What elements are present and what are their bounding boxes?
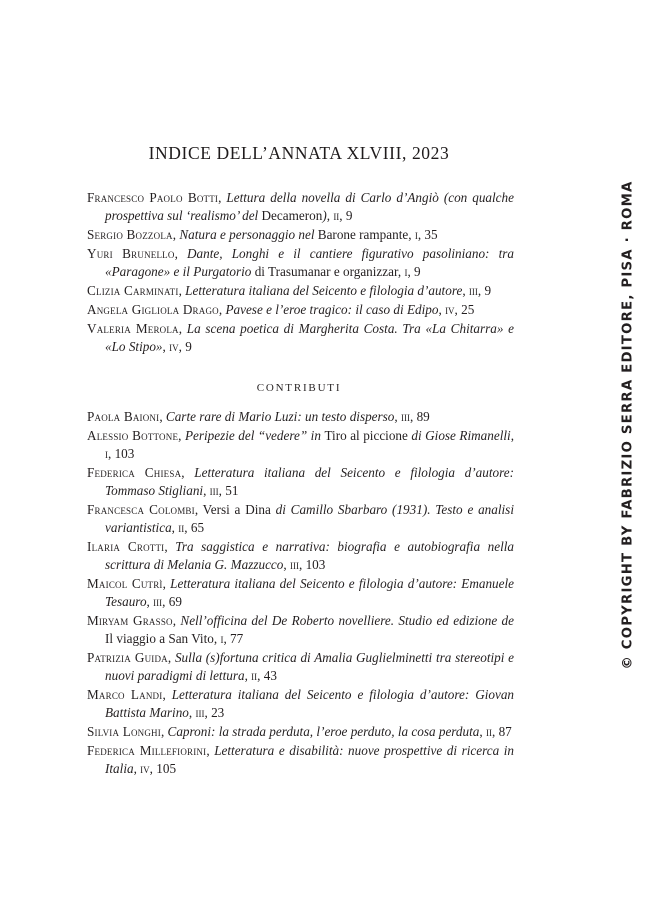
entry-author: Maicol Cutrì <box>87 576 163 591</box>
entry-ref: iii, 89 <box>401 409 430 424</box>
index-entry: Marco Landi, Letteratura italiana del Seicento e filologia d’autore: Giovan Battista Marino, iii, 23 <box>87 687 515 720</box>
entry-author: Silvia Longhi <box>87 724 161 739</box>
index-entry: Miryam Grasso, Nell’officina del De Roberto novelliere. Studio ed edizione de Il viaggio a San Vito, i, 77 <box>87 613 515 646</box>
entry-title <box>185 283 462 298</box>
entry-author: Marco Landi <box>87 687 163 702</box>
entry-author: Federica Chiesa <box>87 465 182 480</box>
entry-ref: i, 77 <box>220 631 244 646</box>
entry-title-italic: Letteratura italiana del Seicento e filologia d’autore: Tommaso Stigliani <box>105 465 514 498</box>
index-entry: Angela Gigliola Drago, Pavese e l’eroe tragico: il caso di Edipo, iv, 25 <box>87 302 475 317</box>
entry-title-italic: Caproni: la strada perduta, l’eroe perduto, la cosa perduta <box>167 724 480 739</box>
entry-ref: ii, 87 <box>485 724 512 739</box>
entry-ref: iii, 23 <box>195 705 225 720</box>
entry-title-italic: Natura e personaggio nel <box>179 227 318 242</box>
entry-ref: iv, 105 <box>140 761 177 776</box>
index-entry: Paola Baioni, Carte rare di Mario Luzi: un testo disperso, iii, 89 <box>87 409 430 424</box>
entry-author: Yuri Brunello <box>87 246 175 261</box>
entry-title <box>179 227 408 242</box>
index-entry: Federica Millefiorini, Letteratura e disabilità: nuove prospettive di ricerca in Italia, iv, 105 <box>87 743 515 776</box>
entry-ref: ii, 43 <box>251 668 277 683</box>
entry-title-italic: Dante, Longhi e il cantiere figurativo pasoliniano: tra «Paragone» e il Purgatorio <box>105 246 514 279</box>
entry-title-italic: ) <box>322 208 327 223</box>
entry-title <box>166 409 394 424</box>
entry-author: Clizia Carminati <box>87 283 179 298</box>
index-entry: Ilaria Crotti, Tra saggistica e narrativa: biografia e autobiografia nella scrittura di Melania G. Mazzucco, iii, 103 <box>87 539 515 572</box>
index-list-contributi <box>87 408 514 779</box>
entry-ref: i, 9 <box>404 264 421 279</box>
index-entry: Patrizia Guida, Sulla (s)fortuna critica di Amalia Guglielminetti tra stereotipi e nuovi paradigmi di lettura, ii, 43 <box>87 650 514 683</box>
entry-title <box>185 428 511 443</box>
entry-title-roman: Barone rampante <box>317 227 409 242</box>
entry-author: Angela Gigliola Drago <box>87 302 219 317</box>
index-entry: Alessio Bottone, Peripezie del “vedere” in Tiro al piccione di Giose Rimanelli, i, 103 <box>87 428 514 461</box>
entry-title-roman: Il viaggio a San Vito <box>105 631 214 646</box>
entry-ref: i, 35 <box>414 227 438 242</box>
index-entry: Francesco Paolo Botti, Lettura della novella di Carlo d’Angiò (con qualche prospettiva sul ‘realismo’ del Decameron), ii, 9 <box>87 190 514 223</box>
index-entry: Maicol Cutrì, Letteratura italiana del Seicento e filologia d’autore: Emanuele Tesauro, iii, 69 <box>87 576 515 609</box>
entry-author: Patrizia Guida <box>87 650 168 665</box>
page-title: INDICE DELL’ANNATA XLVIII, 2023 <box>148 143 450 163</box>
entry-title-roman: di Trasumanar e organizzar <box>254 264 398 279</box>
entry-title-italic: Pavese e l’eroe tragico: il caso di Edipo <box>225 302 439 317</box>
entry-title-roman: Versi a Dina <box>202 502 271 517</box>
entry-author: Paola Baioni <box>87 409 160 424</box>
entry-title-italic: Tra saggistica e narrativa: biografia e autobiografia nella scrittura di Melania G. Mazzucco <box>105 539 515 572</box>
entry-title-italic: Peripezie del “vedere” in <box>184 428 325 443</box>
entry-ref: iii, 51 <box>209 483 239 498</box>
entry-ref: i, 103 <box>105 446 135 461</box>
entry-author: Federica Millefiorini <box>87 743 207 758</box>
index-entry: Silvia Longhi, Caproni: la strada perduta, l’eroe perduto, la cosa perduta, ii, 87 <box>87 724 512 739</box>
entry-title <box>225 302 438 317</box>
entry-title-italic: Letteratura italiana del Seicento e filologia d’autore: Giovan Battista Marino <box>105 687 515 720</box>
entry-title-italic: Letteratura e disabilità: nuove prospettive di ricerca in Italia <box>105 743 515 776</box>
entry-author: Sergio Bozzola <box>87 227 173 242</box>
entry-title-roman: Decameron <box>261 208 323 223</box>
entry-author: Francesca Colombi <box>87 502 195 517</box>
index-list-main <box>87 189 514 357</box>
index-entry: Clizia Carminati, Letteratura italiana del Seicento e filologia d’autore, iii, 9 <box>87 283 492 298</box>
entry-title-italic: Nell’officina del De Roberto novelliere. Studio ed edizione de <box>180 613 515 628</box>
section-heading-contributi: CONTRIBUTI <box>256 382 342 394</box>
entry-author: Ilaria Crotti <box>87 539 165 554</box>
entry-author: Miryam Grasso <box>87 613 173 628</box>
index-entry: Valeria Merola, La scena poetica di Margherita Costa. Tra «La Chitarra» e «Lo Stipo», iv, 9 <box>87 321 515 354</box>
entry-title-italic: Letteratura italiana del Seicento e filologia d’autore: Emanuele Tesauro <box>105 576 515 609</box>
entry-title-italic: Sulla (s)fortuna critica di Amalia Guglielminetti tra stereotipi e nuovi paradigmi di lettura <box>105 650 514 683</box>
index-entry: Yuri Brunello, Dante, Longhi e il cantiere figurativo pasoliniano: tra «Paragone» e il Purgatorio di Trasumanar e organizzar, i, 9 <box>87 246 514 279</box>
index-entry: Federica Chiesa, Letteratura italiana del Seicento e filologia d’autore: Tommaso Stigliani, iii, 51 <box>87 465 514 498</box>
entry-title-italic: di Giose Rimanelli <box>407 428 511 443</box>
entry-ref: ii, 65 <box>178 520 205 535</box>
entry-title-italic: Carte rare di Mario Luzi: un testo disperso <box>165 409 395 424</box>
entry-ref: iii, 9 <box>468 283 492 298</box>
entry-author: Alessio Bottone <box>87 428 179 443</box>
entry-title-italic: La scena poetica di Margherita Costa. Tra «La Chitarra» e «Lo Stipo» <box>105 321 515 354</box>
entry-title-roman: Tiro al piccione <box>324 428 408 443</box>
copyright-text: © COPYRIGHT BY FABRIZIO SERRA EDITORE, PISA · ROMA <box>620 180 636 670</box>
index-entry: Francesca Colombi, Versi a Dina di Camillo Sbarbaro (1931). Testo e analisi variantistica, ii, 65 <box>87 502 514 535</box>
entry-ref: iii, 103 <box>289 557 326 572</box>
entry-author: Valeria Merola <box>87 321 179 336</box>
entry-ref: ii, 9 <box>333 208 353 223</box>
entry-author: Francesco Paolo Botti <box>87 190 219 205</box>
entry-ref: iii, 69 <box>153 594 182 609</box>
entry-ref: iv, 9 <box>169 339 192 354</box>
entry-title-italic: Letteratura italiana del Seicento e filologia d’autore <box>185 283 463 298</box>
entry-title <box>105 687 514 720</box>
entry-title <box>168 724 480 739</box>
entry-ref: iv, 25 <box>445 302 475 317</box>
index-entry: Sergio Bozzola, Natura e personaggio nel Barone rampante, i, 35 <box>87 227 438 242</box>
entry-title-italic: di Camillo Sbarbaro (1931). Testo e analisi variantistica <box>105 502 514 535</box>
entry-title-italic: Lettura della novella di Carlo d’Angiò (con qualche prospettiva sul ‘realismo’ del <box>105 190 514 223</box>
